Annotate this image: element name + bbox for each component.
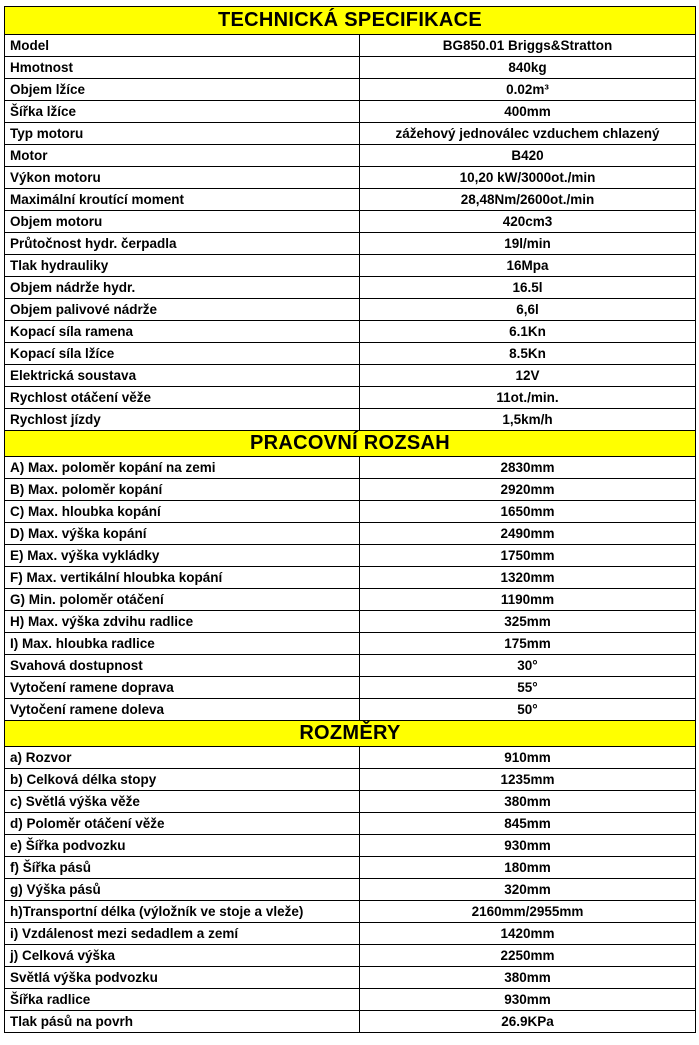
section-title: ROZMĚRY bbox=[5, 721, 696, 747]
spec-value: 0.02m³ bbox=[360, 79, 696, 101]
spec-row bbox=[5, 677, 696, 699]
spec-row bbox=[5, 747, 696, 769]
spec-value: 2250mm bbox=[360, 945, 696, 967]
spec-label: Typ motoru bbox=[5, 123, 360, 145]
spec-label: Objem nádrže hydr. bbox=[5, 277, 360, 299]
section-header-row bbox=[5, 721, 696, 747]
spec-label: Objem lžíce bbox=[5, 79, 360, 101]
spec-value: 11ot./min. bbox=[360, 387, 696, 409]
spec-label: Elektrická soustava bbox=[5, 365, 360, 387]
spec-label: Šířka lžíce bbox=[5, 101, 360, 123]
spec-table-body bbox=[5, 7, 696, 1033]
spec-value: 380mm bbox=[360, 791, 696, 813]
spec-value: 2160mm/2955mm bbox=[360, 901, 696, 923]
spec-row bbox=[5, 479, 696, 501]
spec-label: Výkon motoru bbox=[5, 167, 360, 189]
spec-row bbox=[5, 633, 696, 655]
spec-value: 55° bbox=[360, 677, 696, 699]
spec-label: G) Min. poloměr otáčení bbox=[5, 589, 360, 611]
spec-label: Svahová dostupnost bbox=[5, 655, 360, 677]
spec-row bbox=[5, 967, 696, 989]
spec-label: C) Max. hloubka kopání bbox=[5, 501, 360, 523]
spec-value: 6,6l bbox=[360, 299, 696, 321]
spec-row bbox=[5, 879, 696, 901]
spec-row bbox=[5, 1011, 696, 1033]
spec-row bbox=[5, 35, 696, 57]
spec-row bbox=[5, 277, 696, 299]
spec-row bbox=[5, 233, 696, 255]
spec-label: f) Šířka pásů bbox=[5, 857, 360, 879]
spec-row bbox=[5, 123, 696, 145]
spec-row bbox=[5, 457, 696, 479]
spec-label: Rychlost otáčení věže bbox=[5, 387, 360, 409]
spec-value: 1235mm bbox=[360, 769, 696, 791]
spec-row bbox=[5, 343, 696, 365]
spec-value: 1650mm bbox=[360, 501, 696, 523]
spec-value: zážehový jednoválec vzduchem chlazený bbox=[360, 123, 696, 145]
spec-row bbox=[5, 57, 696, 79]
spec-label: Světlá výška podvozku bbox=[5, 967, 360, 989]
spec-value: 420cm3 bbox=[360, 211, 696, 233]
spec-label: D) Max. výška kopání bbox=[5, 523, 360, 545]
spec-row bbox=[5, 545, 696, 567]
spec-value: 930mm bbox=[360, 989, 696, 1011]
spec-label: Šířka radlice bbox=[5, 989, 360, 1011]
spec-value: 50° bbox=[360, 699, 696, 721]
spec-label: i) Vzdálenost mezi sedadlem a zemí bbox=[5, 923, 360, 945]
spec-label: E) Max. výška vykládky bbox=[5, 545, 360, 567]
spec-value: 840kg bbox=[360, 57, 696, 79]
spec-label: d) Poloměr otáčení věže bbox=[5, 813, 360, 835]
spec-row bbox=[5, 699, 696, 721]
spec-row bbox=[5, 813, 696, 835]
spec-label: I) Max. hloubka radlice bbox=[5, 633, 360, 655]
spec-row bbox=[5, 791, 696, 813]
spec-label: Rychlost jízdy bbox=[5, 409, 360, 431]
spec-value: 1420mm bbox=[360, 923, 696, 945]
spec-label: j) Celková výška bbox=[5, 945, 360, 967]
spec-row bbox=[5, 945, 696, 967]
section-header-row bbox=[5, 431, 696, 457]
spec-label: H) Max. výška zdvihu radlice bbox=[5, 611, 360, 633]
spec-row bbox=[5, 501, 696, 523]
spec-row bbox=[5, 989, 696, 1011]
spec-row bbox=[5, 409, 696, 431]
spec-value: 1,5km/h bbox=[360, 409, 696, 431]
spec-value: 16Mpa bbox=[360, 255, 696, 277]
spec-label: Průtočnost hydr. čerpadla bbox=[5, 233, 360, 255]
spec-value: 16.5l bbox=[360, 277, 696, 299]
spec-label: F) Max. vertikální hloubka kopání bbox=[5, 567, 360, 589]
spec-value: 10,20 kW/3000ot./min bbox=[360, 167, 696, 189]
spec-value: 6.1Kn bbox=[360, 321, 696, 343]
spec-value: 2490mm bbox=[360, 523, 696, 545]
spec-label: A) Max. poloměr kopání na zemi bbox=[5, 457, 360, 479]
spec-value: 1320mm bbox=[360, 567, 696, 589]
spec-value: 930mm bbox=[360, 835, 696, 857]
spec-row bbox=[5, 211, 696, 233]
spec-label: Maximální kroutící moment bbox=[5, 189, 360, 211]
spec-value: BG850.01 Briggs&Stratton bbox=[360, 35, 696, 57]
spec-label: g) Výška pásů bbox=[5, 879, 360, 901]
spec-label: Model bbox=[5, 35, 360, 57]
spec-row bbox=[5, 321, 696, 343]
spec-label: Objem motoru bbox=[5, 211, 360, 233]
spec-value: 8.5Kn bbox=[360, 343, 696, 365]
spec-label: Objem palivové nádrže bbox=[5, 299, 360, 321]
spec-row bbox=[5, 299, 696, 321]
spec-value: 180mm bbox=[360, 857, 696, 879]
spec-row bbox=[5, 145, 696, 167]
spec-value: 28,48Nm/2600ot./min bbox=[360, 189, 696, 211]
spec-row bbox=[5, 567, 696, 589]
spec-value: 380mm bbox=[360, 967, 696, 989]
spec-row bbox=[5, 189, 696, 211]
spec-value: 26.9KPa bbox=[360, 1011, 696, 1033]
spec-label: h)Transportní délka (výložník ve stoje a vleže) bbox=[5, 901, 360, 923]
spec-value: 845mm bbox=[360, 813, 696, 835]
spec-value: 19l/min bbox=[360, 233, 696, 255]
spec-label: B) Max. poloměr kopání bbox=[5, 479, 360, 501]
spec-label: Tlak pásů na povrh bbox=[5, 1011, 360, 1033]
spec-value: 175mm bbox=[360, 633, 696, 655]
spec-row bbox=[5, 523, 696, 545]
spec-table bbox=[4, 6, 696, 1033]
spec-label: a) Rozvor bbox=[5, 747, 360, 769]
spec-value: 400mm bbox=[360, 101, 696, 123]
spec-value: 30° bbox=[360, 655, 696, 677]
spec-row bbox=[5, 101, 696, 123]
spec-value: 1190mm bbox=[360, 589, 696, 611]
spec-row bbox=[5, 901, 696, 923]
spec-value: 1750mm bbox=[360, 545, 696, 567]
spec-row bbox=[5, 365, 696, 387]
spec-row bbox=[5, 923, 696, 945]
spec-row bbox=[5, 655, 696, 677]
spec-value: 910mm bbox=[360, 747, 696, 769]
section-header-row bbox=[5, 7, 696, 35]
spec-value: 12V bbox=[360, 365, 696, 387]
spec-label: c) Světlá výška věže bbox=[5, 791, 360, 813]
spec-row bbox=[5, 769, 696, 791]
spec-label: Vytočení ramene doprava bbox=[5, 677, 360, 699]
spec-label: Kopací síla ramena bbox=[5, 321, 360, 343]
spec-label: Tlak hydrauliky bbox=[5, 255, 360, 277]
spec-row bbox=[5, 835, 696, 857]
spec-label: Vytočení ramene doleva bbox=[5, 699, 360, 721]
spec-row bbox=[5, 857, 696, 879]
spec-value: 2830mm bbox=[360, 457, 696, 479]
spec-row bbox=[5, 589, 696, 611]
spec-row bbox=[5, 387, 696, 409]
section-title: TECHNICKÁ SPECIFIKACE bbox=[5, 7, 696, 35]
spec-label: e) Šířka podvozku bbox=[5, 835, 360, 857]
spec-row bbox=[5, 167, 696, 189]
spec-value: B420 bbox=[360, 145, 696, 167]
section-title: PRACOVNÍ ROZSAH bbox=[5, 431, 696, 457]
spec-row bbox=[5, 255, 696, 277]
spec-label: Hmotnost bbox=[5, 57, 360, 79]
spec-label: Motor bbox=[5, 145, 360, 167]
spec-label: b) Celková délka stopy bbox=[5, 769, 360, 791]
spec-value: 320mm bbox=[360, 879, 696, 901]
spec-row bbox=[5, 79, 696, 101]
spec-row bbox=[5, 611, 696, 633]
spec-value: 325mm bbox=[360, 611, 696, 633]
spec-value: 2920mm bbox=[360, 479, 696, 501]
spec-label: Kopací síla lžíce bbox=[5, 343, 360, 365]
